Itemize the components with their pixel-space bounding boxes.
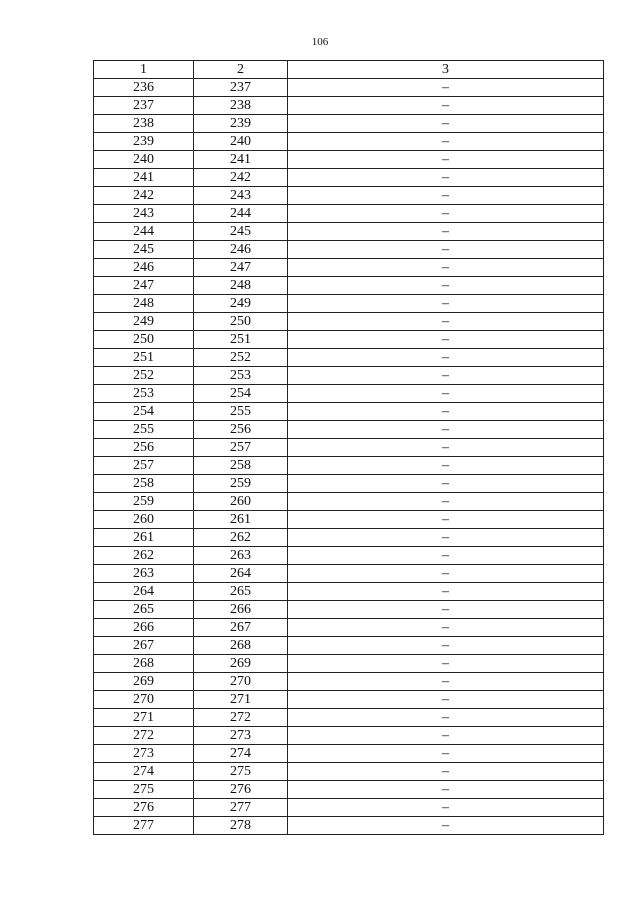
header-cell-3: 3 — [288, 61, 604, 79]
table-cell-col-3: – — [288, 799, 604, 817]
table-cell-col-1: 253 — [94, 385, 194, 403]
page-number: 106 — [311, 36, 329, 48]
table-cell-col-1: 250 — [94, 331, 194, 349]
table-cell-col-1: 263 — [94, 565, 194, 583]
table-cell-col-1: 251 — [94, 349, 194, 367]
table-row — [94, 187, 604, 205]
table-row — [94, 583, 604, 601]
table-cell-col-2: 244 — [194, 205, 288, 223]
table-cell-col-2: 277 — [194, 799, 288, 817]
table-cell-col-2: 239 — [194, 115, 288, 133]
table-cell-col-1: 271 — [94, 709, 194, 727]
table-cell-col-2: 253 — [194, 367, 288, 385]
table-cell-col-3: – — [288, 583, 604, 601]
table-cell-col-1: 239 — [94, 133, 194, 151]
table-cell-col-1: 236 — [94, 79, 194, 97]
table-row — [94, 439, 604, 457]
table-cell-col-2: 237 — [194, 79, 288, 97]
table-cell-col-1: 249 — [94, 313, 194, 331]
table-cell-col-1: 243 — [94, 205, 194, 223]
table-cell-col-3: – — [288, 151, 604, 169]
table-cell-col-2: 260 — [194, 493, 288, 511]
table-cell-col-1: 264 — [94, 583, 194, 601]
table-cell-col-1: 259 — [94, 493, 194, 511]
table-cell-col-3: – — [288, 817, 604, 835]
table-cell-col-3: – — [288, 763, 604, 781]
table-row — [94, 115, 604, 133]
table-cell-col-3: – — [288, 781, 604, 799]
table-row — [94, 385, 604, 403]
table-cell-col-1: 244 — [94, 223, 194, 241]
table-cell-col-3: – — [288, 475, 604, 493]
table-cell-col-3: – — [288, 493, 604, 511]
table-cell-col-3: – — [288, 655, 604, 673]
table-cell-col-1: 270 — [94, 691, 194, 709]
table-cell-col-2: 269 — [194, 655, 288, 673]
table-cell-col-3: – — [288, 457, 604, 475]
table-row — [94, 313, 604, 331]
table-cell-col-3: – — [288, 331, 604, 349]
table-cell-col-2: 240 — [194, 133, 288, 151]
table-cell-col-2: 261 — [194, 511, 288, 529]
table-cell-col-2: 267 — [194, 619, 288, 637]
table-cell-col-1: 252 — [94, 367, 194, 385]
table-cell-col-3: – — [288, 313, 604, 331]
table-row — [94, 367, 604, 385]
table-row — [94, 349, 604, 367]
table-row — [94, 709, 604, 727]
table-row — [94, 475, 604, 493]
table-row — [94, 781, 604, 799]
header-cell-2: 2 — [194, 61, 288, 79]
table-cell-col-3: – — [288, 259, 604, 277]
table-row — [94, 277, 604, 295]
table-cell-col-1: 268 — [94, 655, 194, 673]
table-cell-col-2: 243 — [194, 187, 288, 205]
table-cell-col-3: – — [288, 367, 604, 385]
table-cell-col-2: 270 — [194, 673, 288, 691]
table-cell-col-3: – — [288, 673, 604, 691]
table-cell-col-2: 246 — [194, 241, 288, 259]
table-cell-col-3: – — [288, 115, 604, 133]
table-cell-col-1: 265 — [94, 601, 194, 619]
table-row — [94, 565, 604, 583]
table-cell-col-1: 267 — [94, 637, 194, 655]
table-cell-col-1: 261 — [94, 529, 194, 547]
table-cell-col-1: 242 — [94, 187, 194, 205]
table-cell-col-2: 274 — [194, 745, 288, 763]
table-cell-col-1: 254 — [94, 403, 194, 421]
table-cell-col-2: 254 — [194, 385, 288, 403]
table-row — [94, 457, 604, 475]
table-cell-col-2: 258 — [194, 457, 288, 475]
table-cell-col-3: – — [288, 709, 604, 727]
table-cell-col-2: 275 — [194, 763, 288, 781]
table-cell-col-3: – — [288, 619, 604, 637]
table-cell-col-3: – — [288, 511, 604, 529]
table-row — [94, 169, 604, 187]
table-row — [94, 259, 604, 277]
table-cell-col-3: – — [288, 223, 604, 241]
table-cell-col-3: – — [288, 637, 604, 655]
table-cell-col-3: – — [288, 349, 604, 367]
table-cell-col-2: 259 — [194, 475, 288, 493]
table-cell-col-3: – — [288, 133, 604, 151]
table-cell-col-1: 269 — [94, 673, 194, 691]
table-cell-col-3: – — [288, 547, 604, 565]
table-cell-col-3: – — [288, 97, 604, 115]
table-cell-col-3: – — [288, 439, 604, 457]
table-row — [94, 151, 604, 169]
table-cell-col-3: – — [288, 277, 604, 295]
table-cell-col-2: 241 — [194, 151, 288, 169]
table-cell-col-2: 264 — [194, 565, 288, 583]
table-row — [94, 601, 604, 619]
table-row — [94, 421, 604, 439]
table-cell-col-3: – — [288, 295, 604, 313]
table-cell-col-2: 278 — [194, 817, 288, 835]
table-cell-col-1: 275 — [94, 781, 194, 799]
table-cell-col-3: – — [288, 529, 604, 547]
table-row — [94, 511, 604, 529]
table-cell-col-2: 238 — [194, 97, 288, 115]
table-cell-col-2: 247 — [194, 259, 288, 277]
table-cell-col-1: 237 — [94, 97, 194, 115]
table-header — [94, 61, 604, 79]
table-cell-col-2: 252 — [194, 349, 288, 367]
table-row — [94, 799, 604, 817]
table-cell-col-2: 272 — [194, 709, 288, 727]
table-cell-col-3: – — [288, 169, 604, 187]
table-cell-col-3: – — [288, 205, 604, 223]
table-cell-col-1: 262 — [94, 547, 194, 565]
table-cell-col-2: 255 — [194, 403, 288, 421]
table-row — [94, 727, 604, 745]
table-row — [94, 745, 604, 763]
table-cell-col-1: 273 — [94, 745, 194, 763]
table-cell-col-2: 271 — [194, 691, 288, 709]
table-cell-col-2: 249 — [194, 295, 288, 313]
table-body — [94, 79, 604, 835]
table-cell-col-2: 276 — [194, 781, 288, 799]
table-cell-col-2: 268 — [194, 637, 288, 655]
table-cell-col-1: 247 — [94, 277, 194, 295]
table-cell-col-2: 257 — [194, 439, 288, 457]
table-cell-col-1: 277 — [94, 817, 194, 835]
data-table — [93, 60, 604, 835]
table-cell-col-2: 263 — [194, 547, 288, 565]
table-row — [94, 655, 604, 673]
table-cell-col-3: – — [288, 745, 604, 763]
table-cell-col-2: 273 — [194, 727, 288, 745]
table-cell-col-2: 262 — [194, 529, 288, 547]
table-cell-col-1: 276 — [94, 799, 194, 817]
table-cell-col-2: 250 — [194, 313, 288, 331]
table-row — [94, 763, 604, 781]
table-cell-col-3: – — [288, 421, 604, 439]
table-cell-col-3: – — [288, 601, 604, 619]
table-cell-col-1: 241 — [94, 169, 194, 187]
table-cell-col-2: 265 — [194, 583, 288, 601]
table-cell-col-3: – — [288, 241, 604, 259]
table-cell-col-1: 240 — [94, 151, 194, 169]
table-cell-col-3: – — [288, 691, 604, 709]
table-row — [94, 295, 604, 313]
table-cell-col-1: 257 — [94, 457, 194, 475]
table-row — [94, 817, 604, 835]
table-row — [94, 673, 604, 691]
table-cell-col-1: 260 — [94, 511, 194, 529]
table-row — [94, 79, 604, 97]
table-cell-col-2: 256 — [194, 421, 288, 439]
table-cell-col-3: – — [288, 385, 604, 403]
table-cell-col-1: 272 — [94, 727, 194, 745]
table-row — [94, 97, 604, 115]
table-cell-col-2: 251 — [194, 331, 288, 349]
table-row — [94, 331, 604, 349]
table-cell-col-3: – — [288, 727, 604, 745]
table-cell-col-2: 248 — [194, 277, 288, 295]
table-cell-col-1: 266 — [94, 619, 194, 637]
table-row — [94, 133, 604, 151]
table-cell-col-1: 274 — [94, 763, 194, 781]
header-row — [94, 61, 604, 79]
table-cell-col-1: 248 — [94, 295, 194, 313]
table-cell-col-2: 266 — [194, 601, 288, 619]
header-cell-1: 1 — [94, 61, 194, 79]
table-cell-col-1: 256 — [94, 439, 194, 457]
table-row — [94, 691, 604, 709]
table-cell-col-3: – — [288, 565, 604, 583]
table-cell-col-3: – — [288, 403, 604, 421]
table-row — [94, 493, 604, 511]
table-cell-col-3: – — [288, 79, 604, 97]
table-cell-col-1: 255 — [94, 421, 194, 439]
table-row — [94, 547, 604, 565]
table-row — [94, 619, 604, 637]
table-row — [94, 529, 604, 547]
table-row — [94, 205, 604, 223]
table-cell-col-2: 242 — [194, 169, 288, 187]
table-cell-col-1: 245 — [94, 241, 194, 259]
table-row — [94, 403, 604, 421]
table-cell-col-2: 245 — [194, 223, 288, 241]
table-row — [94, 223, 604, 241]
table-row — [94, 637, 604, 655]
table-cell-col-1: 258 — [94, 475, 194, 493]
table-row — [94, 241, 604, 259]
table-cell-col-3: – — [288, 187, 604, 205]
table-cell-col-1: 246 — [94, 259, 194, 277]
table-cell-col-1: 238 — [94, 115, 194, 133]
